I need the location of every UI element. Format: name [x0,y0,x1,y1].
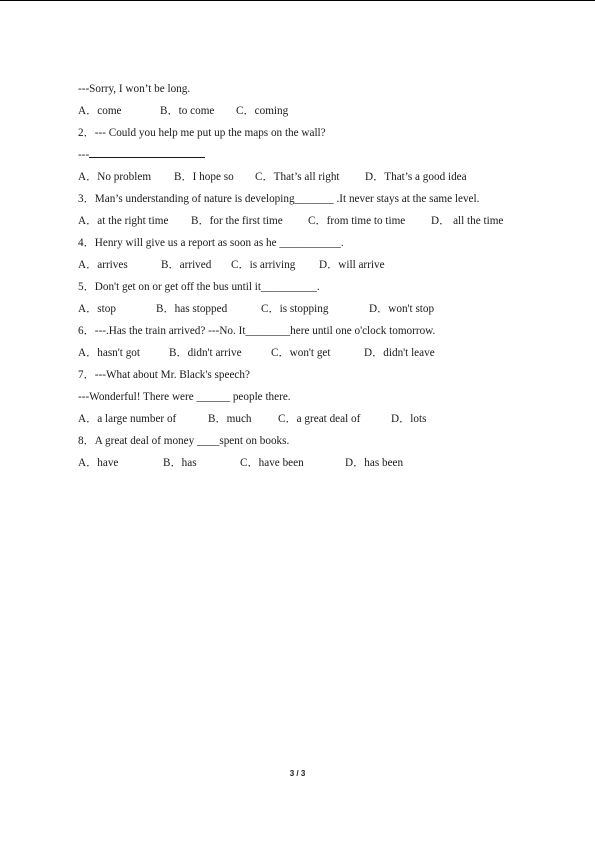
options-q2 [78,166,538,188]
options-q6 [78,342,538,364]
option-a[interactable]: A．have [78,457,119,469]
question-4: 4．Henry will give us a report as soon as he ___________. [78,237,344,249]
option-b[interactable]: B．didn't arrive [169,347,242,359]
option-c[interactable]: C．a great deal of [278,413,361,425]
option-d[interactable]: D．didn't leave [364,347,435,359]
question-3: 3．Man’s understanding of nature is developing_______ .It never stays at the same level. [78,193,480,205]
option-c[interactable]: C．from time to time [308,215,406,227]
option-a[interactable]: A．stop [78,303,116,315]
option-d[interactable]: D． all the time [431,215,504,227]
options-q8 [78,452,538,474]
option-b[interactable]: B．has [163,457,197,469]
options-q4 [78,254,538,276]
option-c[interactable]: C．have been [240,457,304,469]
option-a[interactable]: A．arrives [78,259,128,271]
option-c[interactable]: C．is arriving [231,259,296,271]
option-b[interactable]: B．much [208,413,252,425]
option-c[interactable]: C．That’s all right [255,171,340,183]
question-7-response: ---Wonderful! There were ______ people there. [78,391,291,403]
top-border-line [0,0,595,1]
option-b[interactable]: B．has stopped [156,303,228,315]
question-8: 8．A great deal of money ____spent on books. [78,435,290,447]
option-d[interactable]: D．has been [345,457,404,469]
option-d[interactable]: D．lots [391,413,427,425]
question-2: 2．--- Could you help me put up the maps on the wall? [78,127,326,139]
question-sheet [78,78,538,474]
answer-line-1-2: ---Sorry, I won’t be long. [78,83,191,95]
option-a[interactable]: A．a large number of [78,413,177,425]
option-d[interactable]: D．won't stop [369,303,435,315]
answer-blank[interactable] [89,145,205,158]
page-number: 3 / 3 [289,769,306,778]
options-q7 [78,408,538,430]
answer-prefix: --- [78,149,90,161]
question-6: 6．---.Has the train arrived? ---No. It________here until one o'clock tomorrow. [78,325,436,337]
option-c[interactable]: C．won't get [271,347,331,359]
option-d[interactable]: D．will arrive [319,259,385,271]
options-q1 [78,100,538,122]
option-b[interactable]: B．I hope so [174,171,234,183]
option-d[interactable]: D．That’s a good idea [365,171,467,183]
option-c[interactable]: C．coming [236,105,289,117]
option-a[interactable]: A．hasn't got [78,347,140,359]
option-b[interactable]: B．arrived [161,259,212,271]
question-7: 7．---What about Mr. Black's speech? [78,369,250,381]
option-a[interactable]: A．at the right time [78,215,169,227]
option-a[interactable]: A．come [78,105,122,117]
options-q5 [78,298,538,320]
question-5: 5．Don't get on or get off the bus until it__________. [78,281,320,293]
answer-line-2 [78,144,538,166]
option-b[interactable]: B．to come [160,105,215,117]
option-a[interactable]: A．No problem [78,171,152,183]
option-b[interactable]: B．for the first time [191,215,283,227]
options-q3 [78,210,538,232]
option-c[interactable]: C．is stopping [261,303,329,315]
